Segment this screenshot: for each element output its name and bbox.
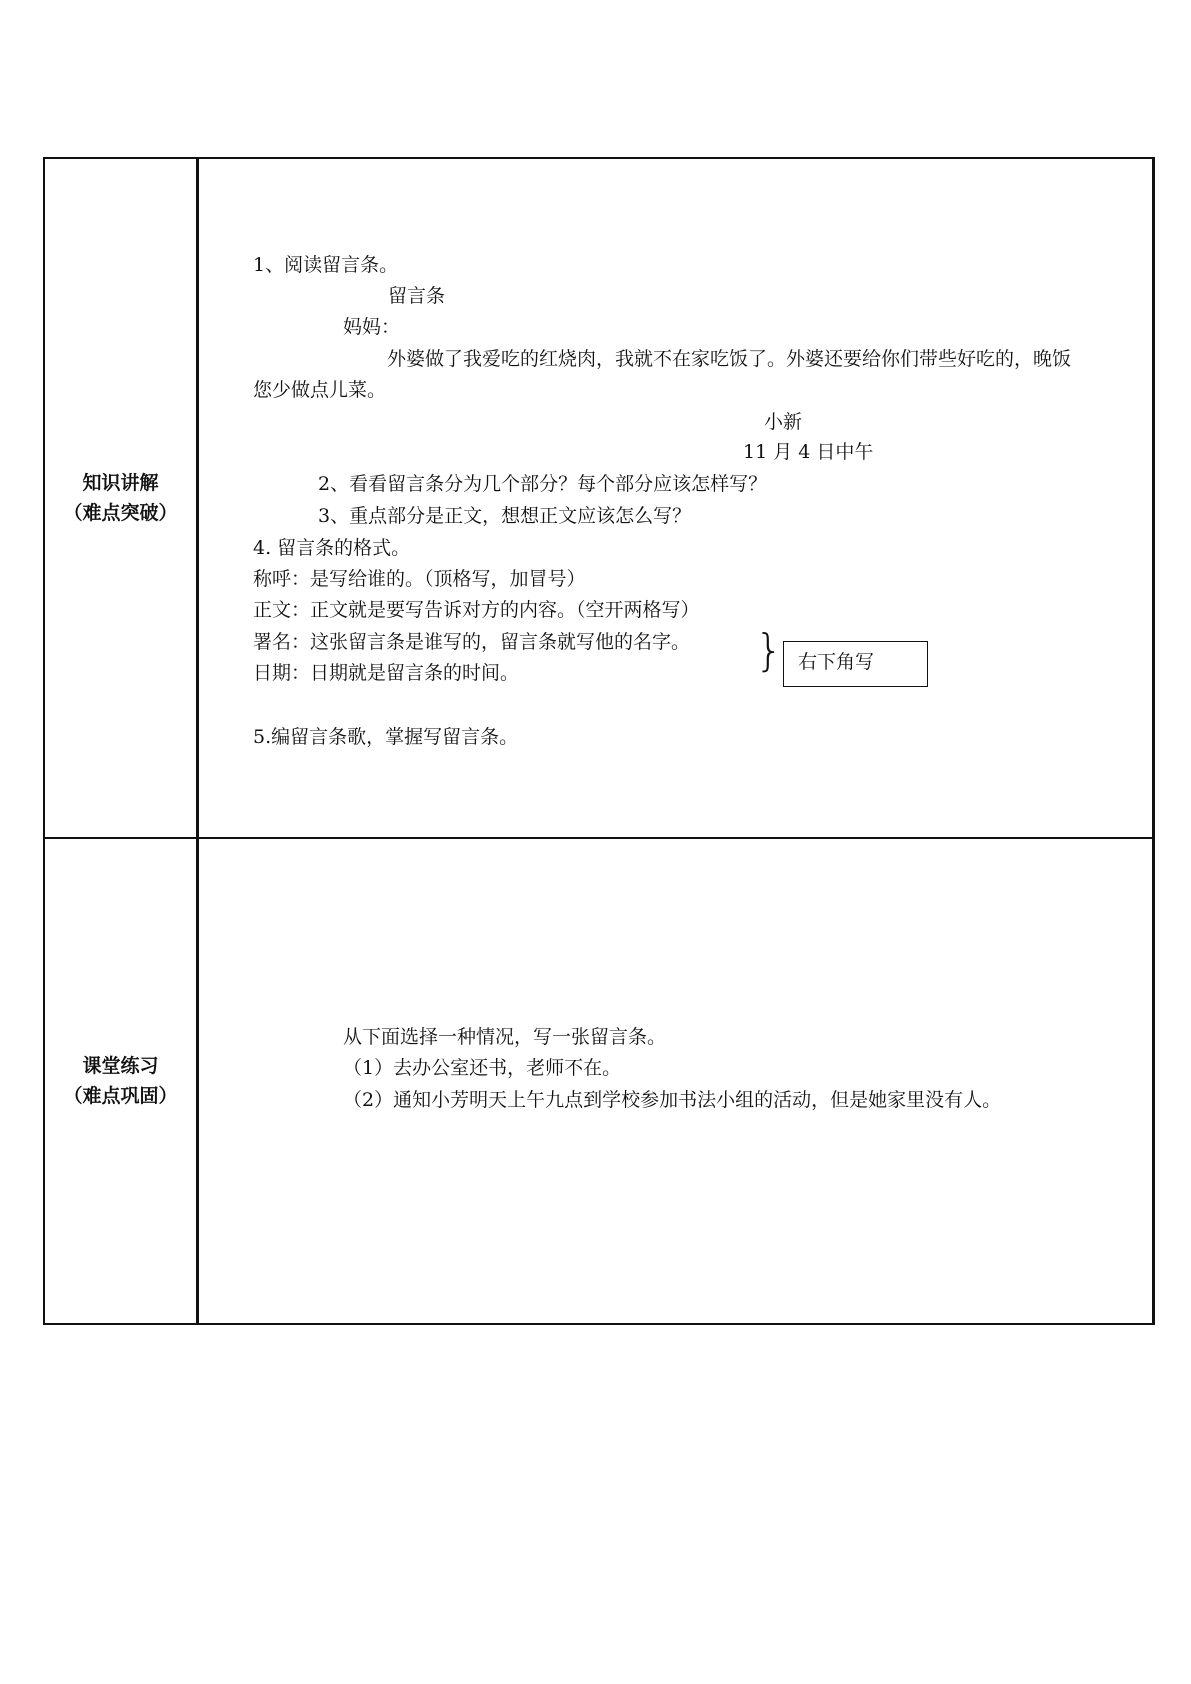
content-cell-knowledge (199, 159, 1152, 837)
format-body: 正文：正文就是要写告诉对方的内容。（空开两格写） (253, 599, 700, 621)
lesson-table (43, 157, 1155, 1325)
table-row-knowledge (45, 159, 1152, 839)
sample-note-salutation: 妈妈： (343, 316, 401, 338)
row-label-subtitle: （难点突破） (63, 502, 178, 524)
question-parts: 2、看看留言条分为几个部分？每个部分应该怎样写？ (318, 473, 768, 495)
item-read-note: 1、阅读留言条。 (253, 254, 399, 276)
sample-note-title: 留言条 (388, 285, 446, 307)
row-label-knowledge (45, 159, 199, 837)
practice-instruction: 从下面选择一种情况，写一张留言条。 (343, 1026, 667, 1048)
format-signature: 署名：这张留言条是谁写的，留言条就写他的名字。 (253, 631, 691, 653)
table-row-practice (45, 839, 1152, 1323)
right-brace-icon: } (755, 625, 783, 676)
sample-note-signature: 小新 (764, 411, 803, 433)
sample-note-body-line2: 您少做点儿菜。 (253, 379, 387, 401)
sample-note-body-line1: 外婆做了我爱吃的红烧肉，我就不在家吃饭了。外婆还要给你们带些好吃的，晚饭 (387, 348, 1072, 370)
question-body: 3、重点部分是正文，想想正文应该怎么写？ (318, 505, 692, 527)
practice-option-2: （2）通知小芳明天上午九点到学校参加书法小组的活动，但是她家里没有人。 (343, 1089, 1002, 1111)
format-salutation: 称呼：是写给谁的。（顶格写，加冒号） (253, 568, 586, 590)
item-compose-song: 5.编留言条歌，掌握写留言条。 (253, 726, 519, 748)
row-label-title: 课堂练习 (82, 1055, 159, 1077)
row-label-subtitle: （难点巩固） (63, 1085, 178, 1107)
row-label-practice (45, 839, 199, 1323)
format-date: 日期：日期就是留言条的时间。 (253, 662, 520, 684)
note-box-bottom-right: 右下角写 (783, 641, 928, 687)
practice-option-1: （1）去办公室还书，老师不在。 (343, 1057, 622, 1079)
content-cell-practice (199, 839, 1152, 1323)
format-heading: 4. 留言条的格式。 (253, 537, 411, 559)
row-label-title: 知识讲解 (82, 472, 159, 494)
sample-note-date: 11 月 4 日中午 (743, 441, 874, 463)
